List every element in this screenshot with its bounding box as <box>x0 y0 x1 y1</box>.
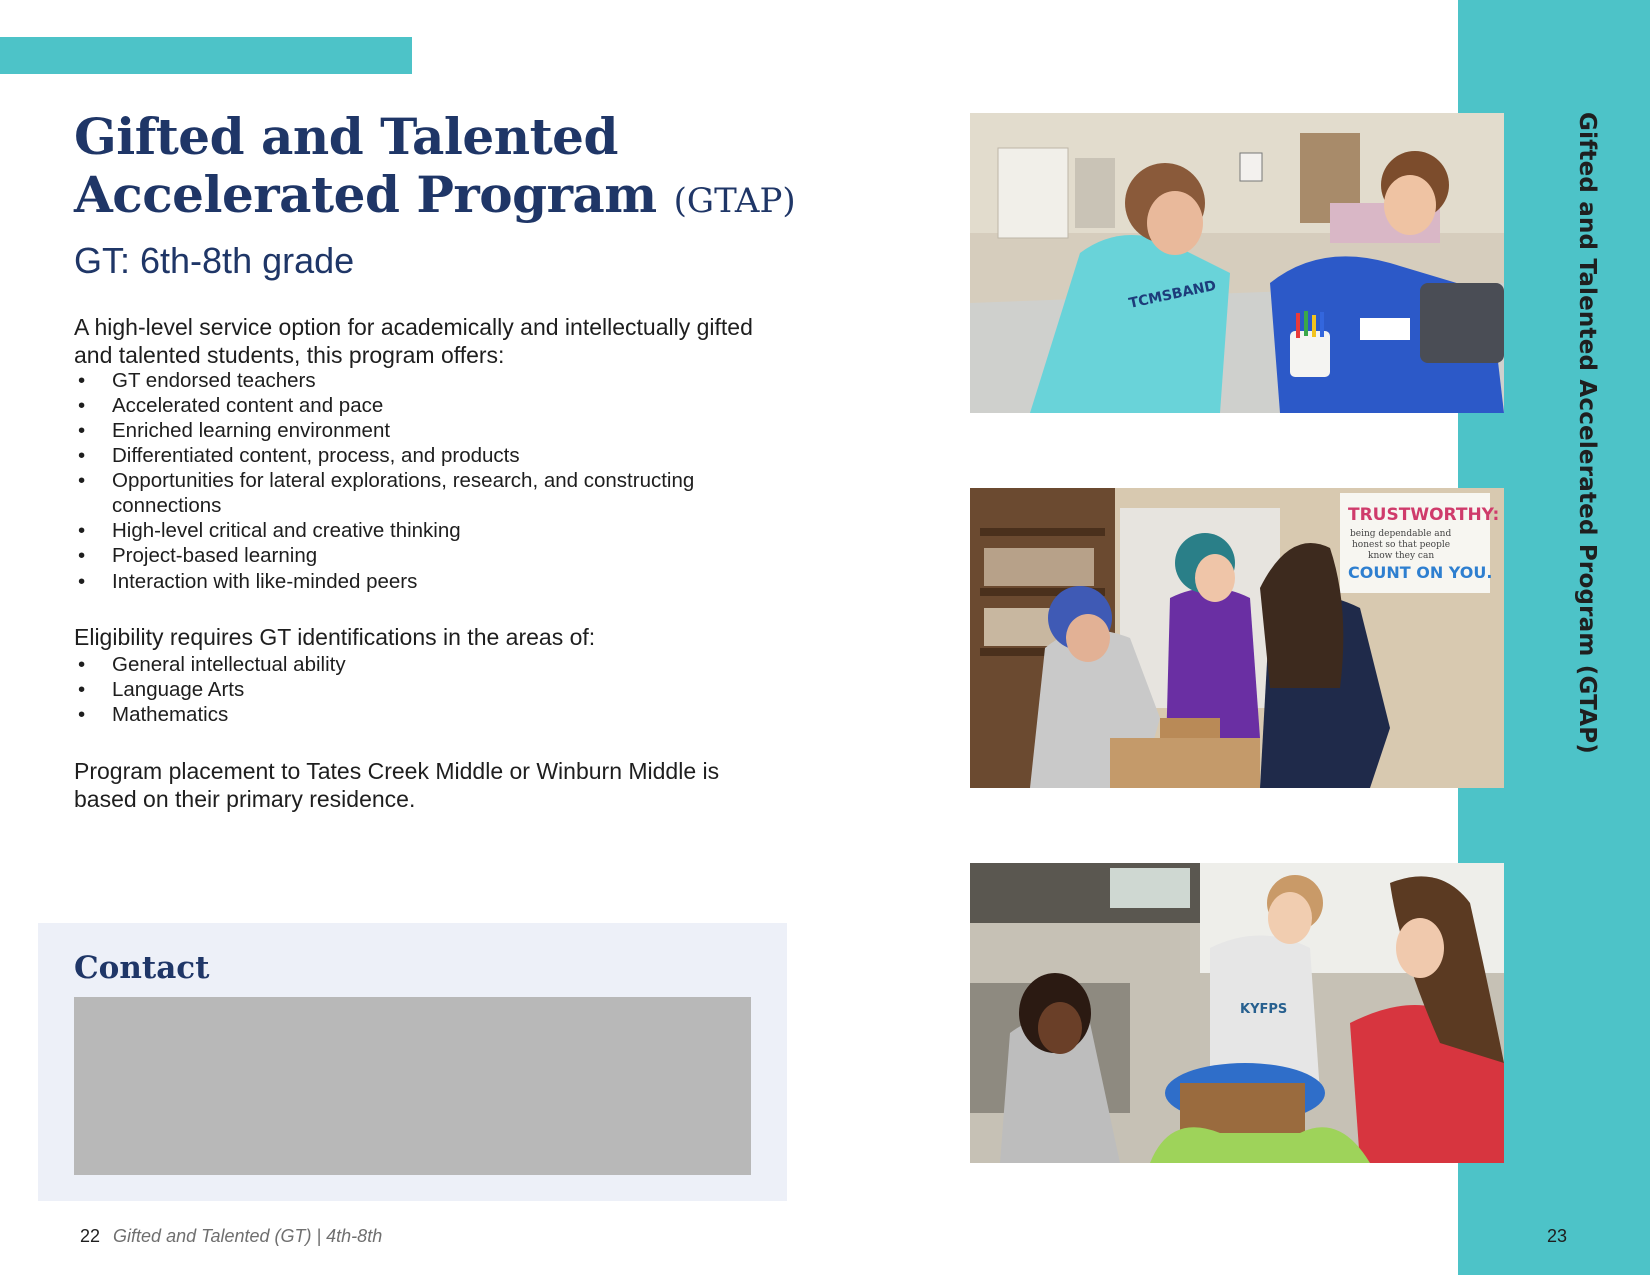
eligibility-intro: Eligibility requires GT identifications in the areas of: <box>74 624 596 650</box>
list-item: • Mathematics <box>78 703 229 726</box>
list-item: • Enriched learning environment <box>78 419 391 442</box>
footer-left <box>80 1226 382 1247</box>
page-number-right: 23 <box>1547 1226 1568 1246</box>
page-title <box>74 108 796 230</box>
footer-section-text: Gifted and Talented (GT) | 4th-8th <box>113 1226 383 1246</box>
grade-subtitle: GT: 6th-8th grade <box>74 240 355 281</box>
poster-line-1: being dependable and <box>1350 529 1452 539</box>
photo-students-model <box>970 863 1504 1163</box>
photo-students-drawing <box>970 113 1504 413</box>
page-number-left: 22 <box>80 1226 101 1246</box>
list-item: • Accelerated content and pace <box>78 394 384 417</box>
poster-line-2: honest so that people <box>1352 540 1451 550</box>
contact-placeholder <box>74 997 751 1175</box>
poster-line-3: know they can <box>1368 551 1435 561</box>
poster-line-4: COUNT ON YOU. <box>1348 563 1493 582</box>
title-line-1: Gifted and Talented <box>74 107 618 166</box>
accent-bar <box>0 37 412 74</box>
list-item: • High-level critical and creative thinking <box>78 519 461 542</box>
placement-paragraph: Program placement to Tates Creek Middle or Winburn Middle is based on their primary residence. <box>74 758 720 812</box>
title-line-2: Accelerated Program <box>74 165 657 224</box>
photo-students-building <box>970 488 1504 788</box>
classroom-photo-1 <box>970 113 1504 413</box>
list-item: • Language Arts <box>78 678 245 701</box>
contact-title: Contact <box>74 950 210 986</box>
classroom-photo-2 <box>970 488 1504 788</box>
poster-heading: TRUSTWORTHY: <box>1348 505 1500 525</box>
side-title: Gifted and Talented Accelerated Program (GTAP) <box>1574 112 1600 755</box>
title-abbreviation: (GTAP) <box>673 181 796 221</box>
eligibility-list <box>74 652 774 727</box>
offers-list <box>74 368 774 594</box>
intro-paragraph: A high-level service option for academically and intellectually gifted and talented students, this program offers: <box>74 314 753 368</box>
list-item: • Differentiated content, process, and products <box>78 444 520 467</box>
shirt-print-2: KYFPS <box>1240 1002 1288 1017</box>
list-item: • Project-based learning <box>78 544 318 567</box>
list-item: • Opportunities for lateral explorations, research, and constructing connections <box>78 469 695 517</box>
list-item: • Interaction with like-minded peers <box>78 570 418 593</box>
list-item: • GT endorsed teachers <box>78 369 316 392</box>
list-item: • General intellectual ability <box>78 653 346 676</box>
classroom-photo-3 <box>970 863 1504 1163</box>
shirt-print: TCMSBAND <box>1127 277 1218 312</box>
